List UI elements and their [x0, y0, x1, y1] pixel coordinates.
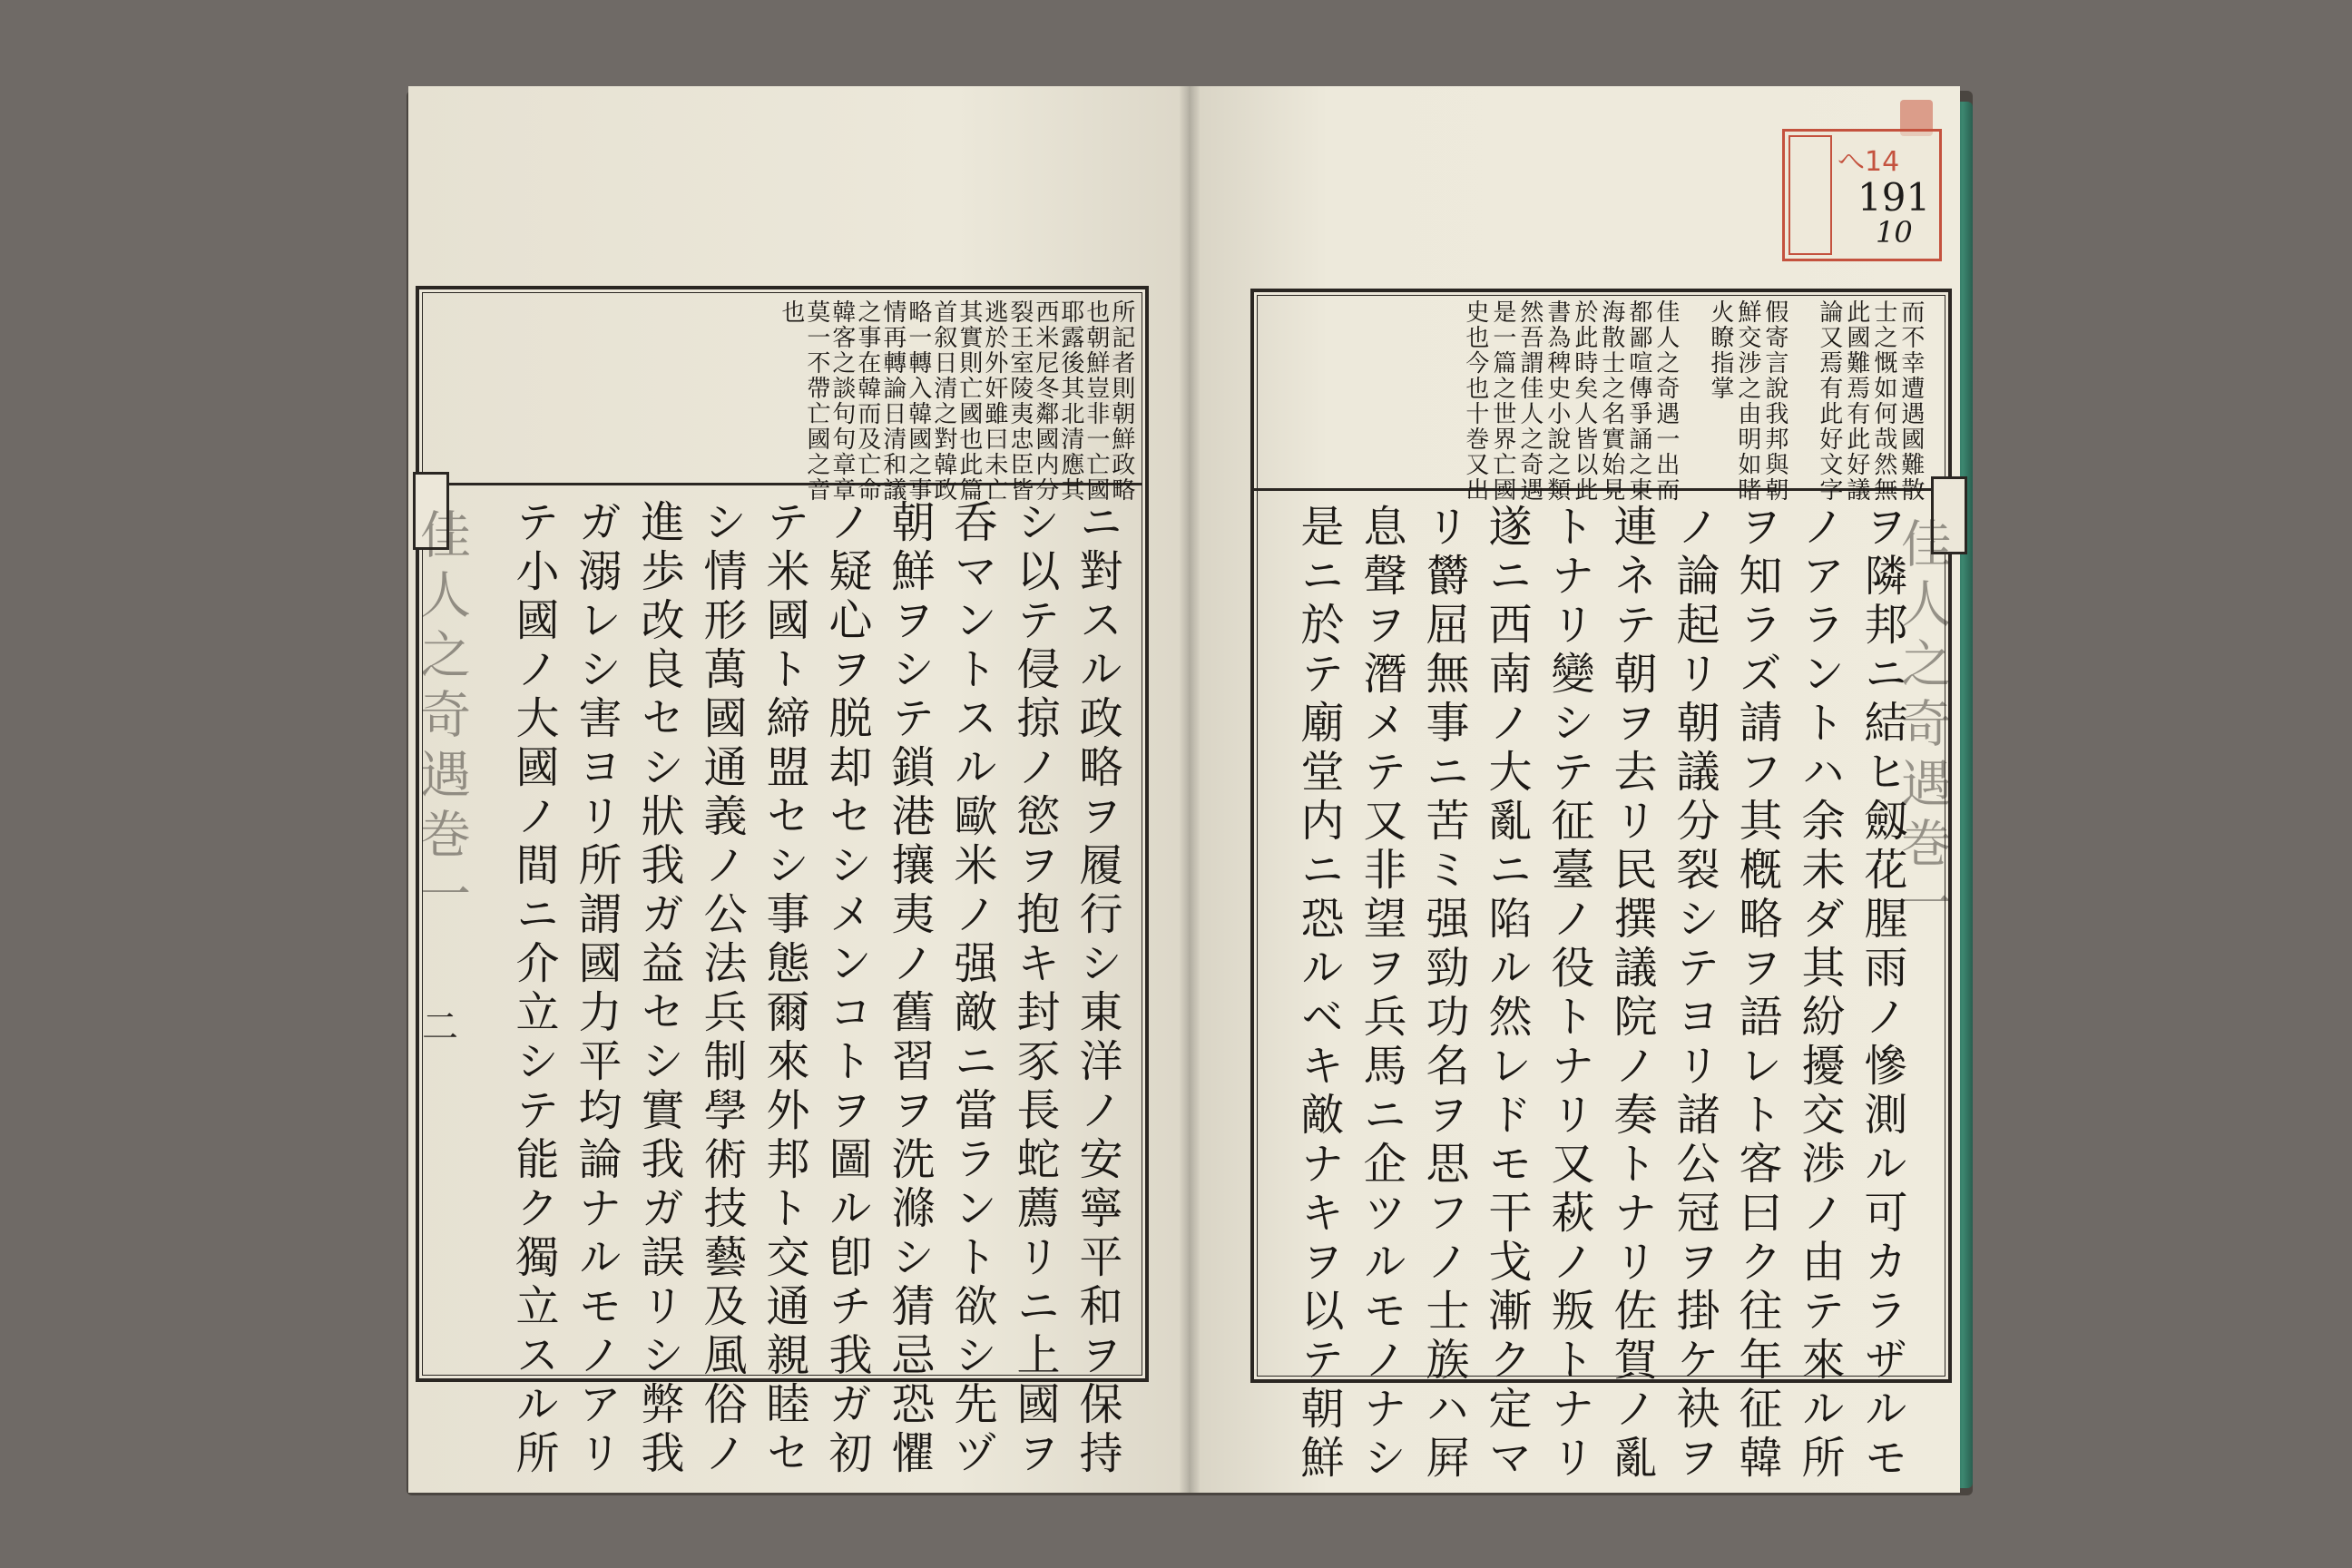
annotation-column: 而不幸遭遇國難散	[1896, 299, 1925, 503]
text-column: 息聲ヲ潛メテ又非望ヲ兵馬ニ企ツルモノナシ	[1356, 504, 1406, 1484]
text-column: 進歩改良セシ狀我ガ益セシ實我ガ誤リシ弊我	[633, 499, 684, 1479]
annotation-column: 於此時矣人皆以此	[1570, 299, 1598, 503]
annotation-column: 此國難焉有此好議	[1842, 299, 1870, 503]
annotation-column: 士之慨如何哉然無	[1869, 299, 1897, 503]
annotation-column: 之事在韓而及亡命	[853, 299, 881, 503]
annotation-column: 是一篇之世界亡國	[1488, 299, 1516, 503]
text-column: ノ論起リ朝議分裂シテヨリ諸公冠ヲ掛ケ袂ヲ	[1669, 504, 1720, 1484]
text-column: 呑マントスル歐米ノ强敵ニ當ラント欲シ先ヅ	[946, 499, 997, 1479]
annotation-column: 海散士之名實始見	[1597, 299, 1625, 503]
annotation-column: 都鄙喧傳爭誦之東	[1624, 299, 1652, 503]
text-column: ノアラントハ余未ダ其紛擾交渉ノ由テ來ル所	[1794, 504, 1845, 1484]
left-running-title: 佳人之奇遇巻一	[412, 508, 471, 927]
stamp-subnumber: 10	[1876, 215, 1913, 250]
annotation-column: 裂王室陵夷忠臣皆	[1005, 299, 1034, 503]
text-column: リ欝屈無事ニ苦ミ强勁功名ヲ思フノ士族ハ屛	[1418, 504, 1469, 1484]
annotation-column: 首叙日清之對韓政	[929, 299, 957, 503]
annotation-column: 鮮交涉之由明如睹	[1733, 299, 1761, 503]
annotation-column: 假寄言說我邦與朝	[1760, 299, 1788, 503]
text-column: シ以テ侵掠ノ慾ヲ抱キ封豕長蛇薦リニ上國ヲ	[1009, 499, 1060, 1479]
text-column: トナリ變シテ征臺ノ役トナリ又萩ノ叛トナリ	[1544, 504, 1594, 1484]
text-column: テ米國ト締盟セシ事態爾來外邦ト交通親睦セ	[759, 499, 809, 1479]
text-column: ヲ知ラズ請フ其槪略ヲ語レト客曰ク往年征韓	[1731, 504, 1782, 1484]
text-column: ヲ隣邦ニ結ヒ劔花腥雨ノ慘測ル可カラザルモ	[1857, 504, 1907, 1484]
text-column: 朝鮮ヲシテ鎖港攘夷ノ舊習ヲ洗滌シ猜忌恐懼	[884, 499, 935, 1479]
annotation-column: 論又焉有此好文字	[1815, 299, 1843, 503]
annotation-column: 火瞭指掌	[1706, 299, 1734, 401]
stamp-seal-panel	[1788, 135, 1832, 255]
text-column: ガ溺レシ害ヨリ所謂國力平均論ナルモノアリ	[571, 499, 622, 1479]
annotation-column: 莫一不帶亡國之音	[802, 299, 830, 503]
annotation-column: 韓客之談句句章章	[828, 299, 856, 503]
stamp-code: へ14	[1838, 146, 1900, 178]
text-column: 是ニ於テ廟堂内ニ恐ルベキ敵ナキヲ以テ朝鮮	[1293, 504, 1344, 1484]
text-column: テ小國ノ大國ノ間ニ介立シテ能ク獨立スル所	[508, 499, 559, 1479]
text-column: 連ネテ朝ヲ去リ民撰議院ノ奏トナリ佐賀ノ亂	[1606, 504, 1657, 1484]
annotation-column: 耶露後其北清應其	[1056, 299, 1084, 503]
text-column: シ情形萬國通義ノ公法兵制學術技藝及風俗ノ	[696, 499, 747, 1479]
annotation-column: 史也今也十巻又出	[1461, 299, 1489, 503]
text-column: ノ疑心ヲ脱却セシメンコトヲ圖ル卽チ我ガ初	[821, 499, 872, 1479]
book-gutter	[1180, 86, 1200, 1493]
annotation-column: 其實則亡國也此篇	[955, 299, 983, 503]
annotation-column: 逃於外奸雖曰未亡	[980, 299, 1008, 503]
annotation-column: 也朝鮮豈非一亡國	[1082, 299, 1110, 503]
annotation-column: 佳人之奇遇一出而	[1651, 299, 1680, 503]
annotation-column: 情再轉論日清和議	[878, 299, 906, 503]
annotation-column: 然吾謂佳人之奇遇	[1515, 299, 1544, 503]
left-folio-number: 二	[422, 1006, 458, 1048]
text-column: ニ對スル政略ヲ履行シ東洋ノ安寧平和ヲ保持	[1072, 499, 1122, 1479]
library-stamp	[1782, 129, 1942, 261]
right-running-title: 佳人之奇遇巻一	[1893, 517, 1952, 936]
annotation-column: 所記者則朝鮮政略	[1107, 299, 1135, 503]
annotation-column: 也	[777, 299, 805, 325]
annotation-column: 書為稗史小說之類	[1543, 299, 1571, 503]
text-column: 遂ニ西南ノ大亂ニ陷ル然レドモ干戈漸ク定マ	[1481, 504, 1532, 1484]
annotation-column: 略一轉入韓國之事	[904, 299, 932, 503]
stamp-number: 191	[1857, 175, 1931, 220]
annotation-column: 西米尼冬鄰國内分	[1031, 299, 1059, 503]
